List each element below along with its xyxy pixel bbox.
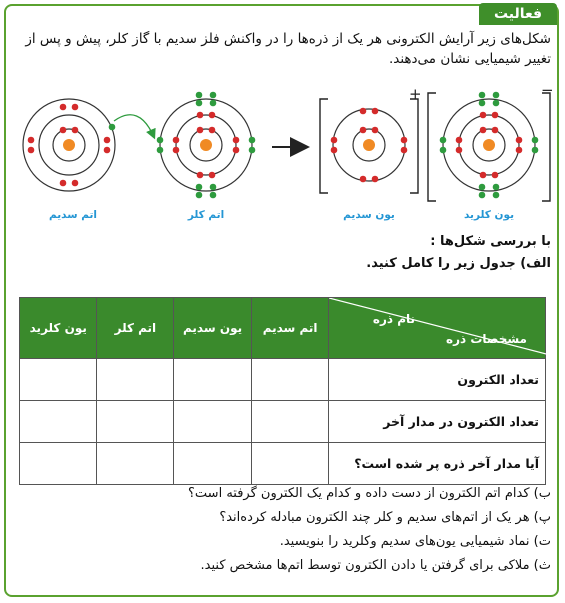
activity-tab: فعالیت	[479, 3, 557, 25]
table-cell[interactable]	[174, 443, 252, 485]
question-p: پ) هر یک از اتم‌های سدیم و کلر چند الکترون مبادله کرده‌اند؟	[219, 510, 551, 525]
column-header: یون کلرید	[20, 298, 97, 359]
corner-top-label: نام ذره	[372, 312, 415, 326]
corner-bottom-label: مشخصات ذره	[445, 332, 527, 346]
sodium-atom-model	[23, 99, 115, 191]
sodium-ion-model	[320, 99, 418, 193]
prompt-examine: با بررسی شکل‌ها :	[430, 234, 551, 249]
chloride-ion-charge: −	[541, 85, 554, 99]
table-cell[interactable]	[251, 359, 329, 401]
label-chloride-ion: یون کلرید	[463, 209, 515, 221]
table-cell[interactable]	[20, 443, 97, 485]
question-t: ت) نماد شیمیایی یون‌های سدیم وکلرید را بنویسید.	[279, 534, 551, 549]
table-row	[20, 359, 546, 401]
label-sodium-ion: یون سدیم	[343, 209, 395, 221]
row-label: تعداد الکترون در مدار آخر	[329, 401, 546, 443]
table-cell[interactable]	[251, 401, 329, 443]
table-cell[interactable]	[97, 443, 174, 485]
table-header-row	[20, 298, 546, 359]
table-corner-header	[329, 298, 546, 359]
particle-table	[19, 297, 546, 485]
chlorine-atom-model	[157, 92, 256, 199]
table-cell[interactable]	[97, 359, 174, 401]
table-cell[interactable]	[174, 401, 252, 443]
table-cell[interactable]	[20, 401, 97, 443]
table-row	[20, 443, 546, 485]
corner-diagonal	[329, 298, 554, 356]
table-cell[interactable]	[251, 443, 329, 485]
chloride-ion-model	[428, 92, 550, 201]
row-label: تعداد الکترون	[329, 359, 546, 401]
column-header: اتم کلر	[97, 298, 174, 359]
question-th: ث) ملاکی برای گرفتن یا دادن الکترون توسط اتم‌ها مشخص کنید.	[200, 558, 551, 573]
table-cell[interactable]	[174, 359, 252, 401]
sodium-ion-charge: +	[409, 85, 422, 103]
table-row	[20, 401, 546, 443]
intro-text: شکل‌های زیر آرایش الکترونی هر یک از ذره‌ها را در واکنش فلز سدیم با گاز کلر، پیش و پس از تغییر شیمیایی نشان می‌دهند.	[25, 31, 551, 67]
column-header: یون سدیم	[174, 298, 252, 359]
column-header: اتم سدیم	[251, 298, 329, 359]
table-cell[interactable]	[20, 359, 97, 401]
row-label: آیا مدار آخر ذره پر شده است؟	[329, 443, 546, 485]
question-b: ب) کدام اتم الکترون از دست داده و کدام یک الکترون گرفته است؟	[188, 486, 551, 501]
table-cell[interactable]	[97, 401, 174, 443]
label-sodium-atom: اتم سدیم	[49, 209, 97, 221]
label-chlorine-atom: اتم کلر	[187, 209, 225, 221]
part-a: الف) جدول زیر را کامل کنید.	[366, 256, 551, 271]
